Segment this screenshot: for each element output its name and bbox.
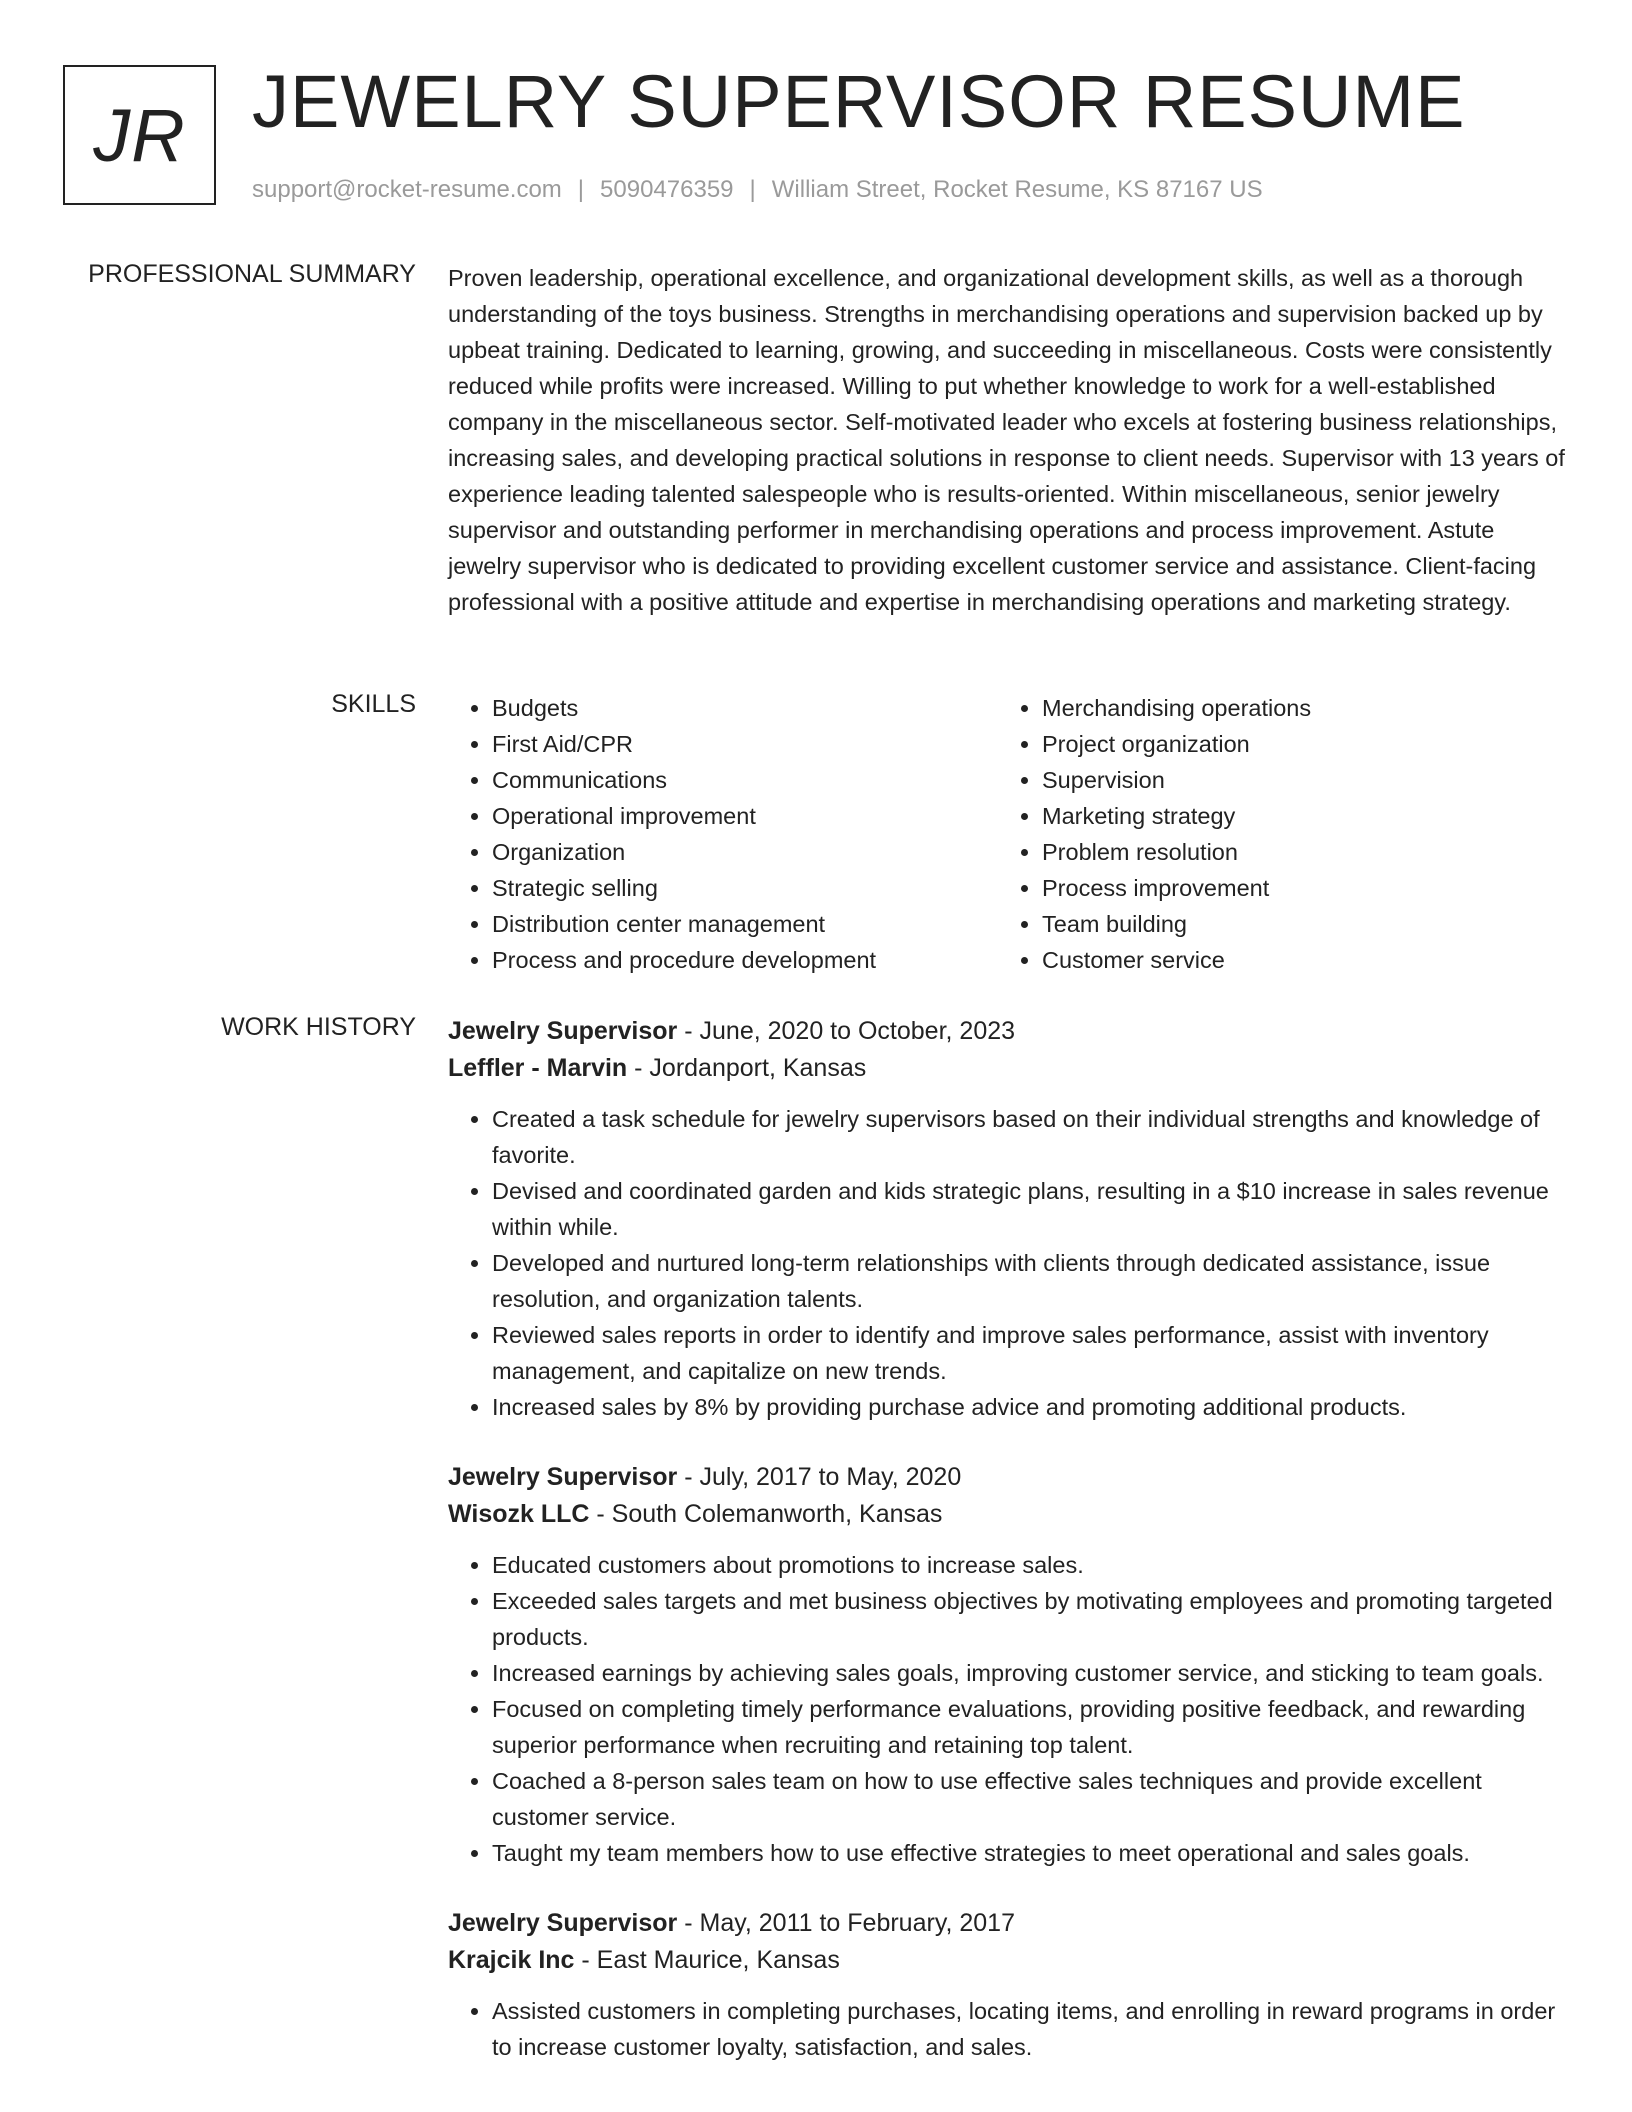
skill-item: • Organization: [492, 834, 998, 870]
job-location: - Jordanport, Kansas: [627, 1054, 867, 1082]
work-history-body: [448, 1013, 1568, 2099]
job-dates: - June, 2020 to October, 2023: [677, 1017, 1016, 1045]
skill-item: • Budgets: [492, 690, 998, 726]
contact-phone: 5090476359: [600, 176, 734, 203]
job-title-line: [448, 1459, 1568, 1496]
skill-item: • Process and procedure development: [492, 942, 998, 978]
job-bullet: • Coached a 8-person sales team on how to use effective sales techniques and provide excellent customer service.: [492, 1763, 1568, 1835]
job-company-line: [448, 1050, 1568, 1087]
skill-item: • Communications: [492, 762, 998, 798]
job-bullet: • Exceeded sales targets and met business objectives by motivating employees and promoting targeted products.: [492, 1583, 1568, 1655]
job-title: Jewelry Supervisor: [448, 1463, 678, 1491]
job-entry: [448, 1459, 1568, 1871]
job-bullet: • Taught my team members how to use effective strategies to meet operational and sales goals.: [492, 1835, 1568, 1871]
summary-text: Proven leadership, operational excellence, and organizational development skills, as well as a thorough understanding of the toys business. Strengths in merchandising operations and supervision backed up by upbeat training. Dedicated to learning, growing, and succeeding in miscellaneous. Costs were consistently reduced while profits were increased. Willing to put whether knowledge to work for a well-established company in the miscellaneous sector. Self-motivated leader who excels at fostering business relationships, increasing sales, and developing practical solutions in response to client needs. Supervisor with 13 years of experience leading talented salespeople who is results-oriented. Within miscellaneous, senior jewelry supervisor and outstanding performer in merchandising operations and process improvement. Astute jewelry supervisor who is dedicated to providing excellent customer service and assistance. Client-facing professional with a positive attitude and expertise in merchandising operations and marketing strategy.: [448, 265, 1565, 615]
job-entry: [448, 1013, 1568, 1425]
summary-heading: PROFESSIONAL SUMMARY: [88, 260, 416, 288]
job-entry: [448, 1905, 1568, 2065]
job-company-line: [448, 1496, 1568, 1533]
skill-item: • Team building: [1042, 906, 1548, 942]
skill-item: • Operational improvement: [492, 798, 998, 834]
job-bullet-list: [448, 1993, 1568, 2065]
job-title-line: [448, 1013, 1568, 1050]
work-history-heading: WORK HISTORY: [221, 1013, 416, 1041]
job-title-line: [448, 1905, 1568, 1942]
job-bullet: • Reviewed sales reports in order to identify and improve sales performance, assist with inventory management, and capitalize on new trends.: [492, 1317, 1568, 1389]
skill-item: • Project organization: [1042, 726, 1548, 762]
job-bullet: • Increased sales by 8% by providing purchase advice and promoting additional products.: [492, 1389, 1568, 1425]
contact-email: support@rocket-resume.com: [252, 176, 562, 203]
job-title: Jewelry Supervisor: [448, 1909, 678, 1937]
skills-heading: SKILLS: [331, 690, 416, 718]
job-bullet: • Educated customers about promotions to increase sales.: [492, 1547, 1568, 1583]
job-bullet-list: [448, 1547, 1568, 1871]
summary-body: [448, 260, 1568, 620]
job-bullet: • Increased earnings by achieving sales goals, improving customer service, and sticking to team goals.: [492, 1655, 1568, 1691]
job-bullet: • Created a task schedule for jewelry supervisors based on their individual strengths and knowledge of favorite.: [492, 1101, 1568, 1173]
job-bullet: • Focused on completing timely performance evaluations, providing positive feedback, and rewarding superior performance when recruiting and retaining top talent.: [492, 1691, 1568, 1763]
skill-item: • Supervision: [1042, 762, 1548, 798]
skills-body: [448, 690, 1568, 978]
skill-item: • Strategic selling: [492, 870, 998, 906]
job-bullet: • Devised and coordinated garden and kids strategic plans, resulting in a $10 increase in sales revenue within while.: [492, 1173, 1568, 1245]
resume-header: [63, 60, 1583, 215]
skill-item: • Process improvement: [1042, 870, 1548, 906]
contact-line: [252, 176, 1263, 204]
skills-list-left: [448, 690, 998, 978]
resume-title: JEWELRY SUPERVISOR RESUME: [252, 60, 1466, 143]
skills-list-right: [998, 690, 1548, 978]
job-company: Leffler - Marvin: [448, 1054, 628, 1082]
job-dates: - May, 2011 to February, 2017: [677, 1909, 1015, 1937]
job-company-line: [448, 1942, 1568, 1979]
job-dates: - July, 2017 to May, 2020: [677, 1463, 962, 1491]
job-company: Wisozk LLC: [448, 1500, 590, 1528]
job-location: - East Maurice, Kansas: [574, 1946, 840, 1974]
job-bullet: • Assisted customers in completing purchases, locating items, and enrolling in reward programs in order to increase customer loyalty, satisfaction, and sales.: [492, 1993, 1568, 2065]
job-bullet-list: [448, 1101, 1568, 1425]
job-location: - South Colemanworth, Kansas: [589, 1500, 943, 1528]
job-bullet: • Developed and nurtured long-term relationships with clients through dedicated assistance, issue resolution, and organization talents.: [492, 1245, 1568, 1317]
skill-item: • Distribution center management: [492, 906, 998, 942]
job-company: Krajcik Inc: [448, 1946, 575, 1974]
skills-columns: [448, 690, 1568, 978]
skill-item: • Customer service: [1042, 942, 1548, 978]
skill-item: • First Aid/CPR: [492, 726, 998, 762]
skill-item: • Marketing strategy: [1042, 798, 1548, 834]
job-title: Jewelry Supervisor: [448, 1017, 678, 1045]
monogram-badge: JR: [63, 65, 216, 205]
contact-separator: |: [577, 176, 585, 203]
skill-item: • Merchandising operations: [1042, 690, 1548, 726]
contact-address: William Street, Rocket Resume, KS 87167 US: [771, 176, 1263, 203]
skill-item: • Problem resolution: [1042, 834, 1548, 870]
contact-separator: |: [749, 176, 756, 203]
